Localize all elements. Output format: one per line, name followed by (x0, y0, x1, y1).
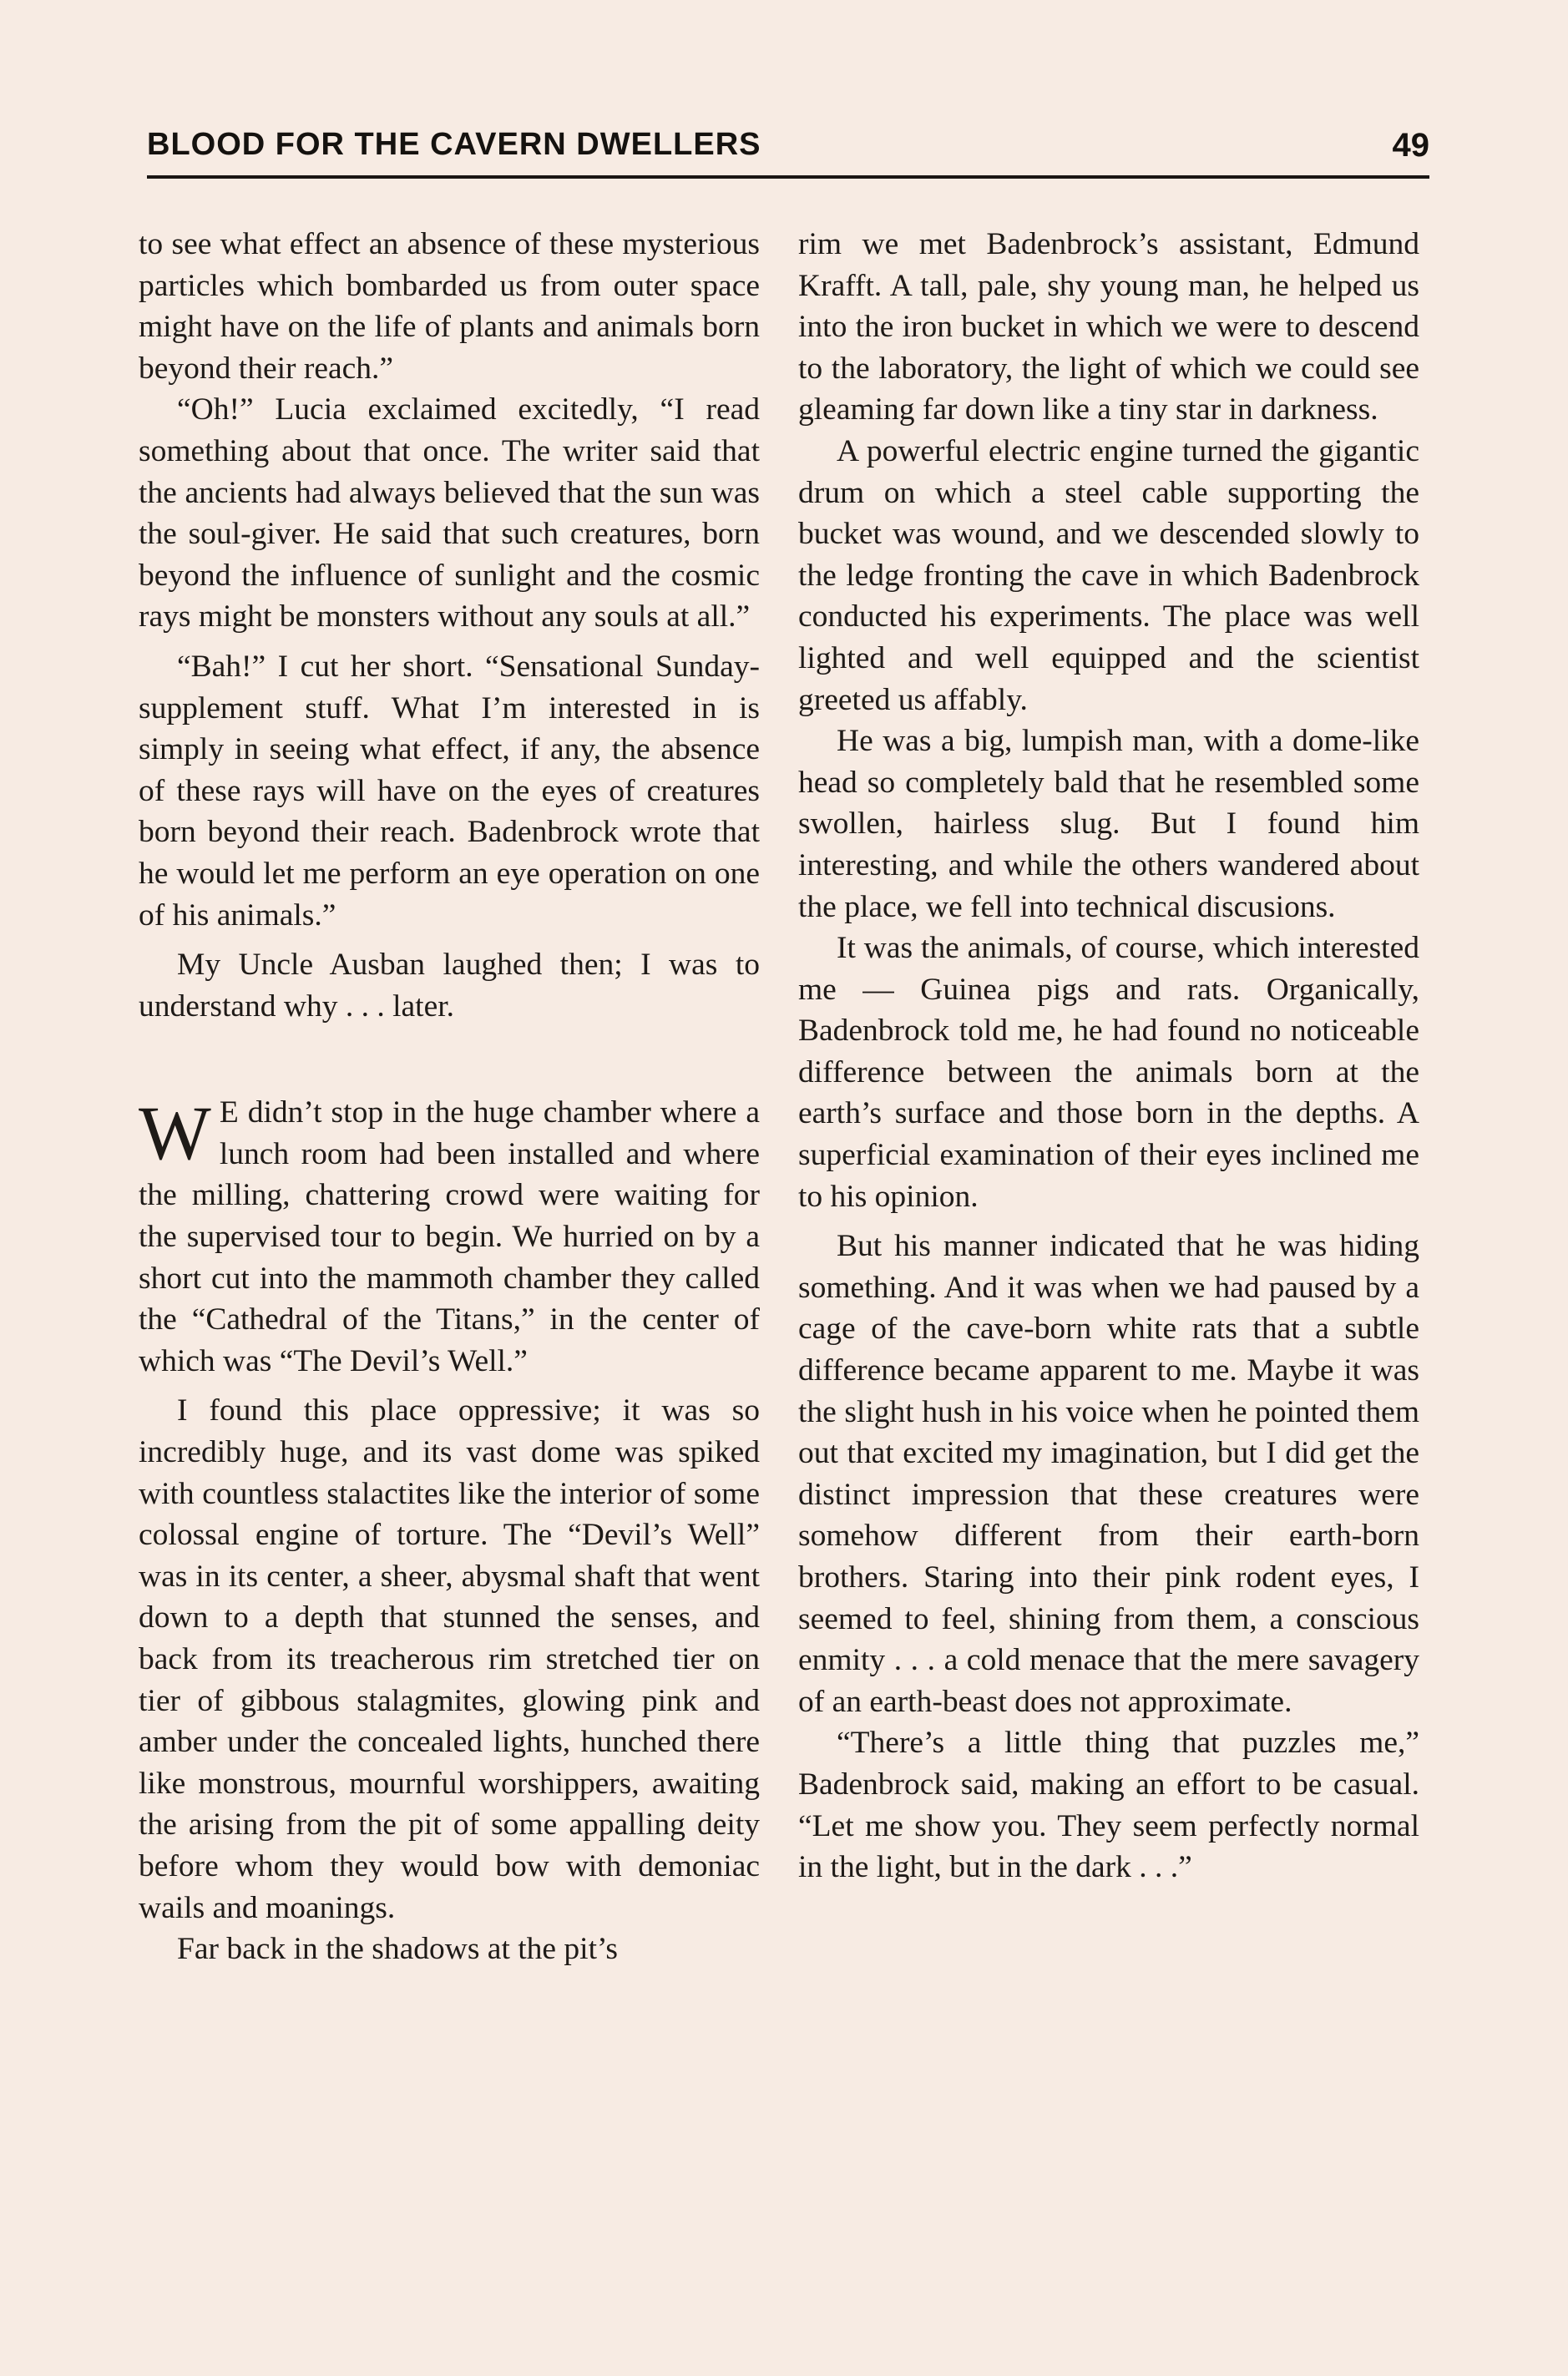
paragraph: My Uncle Ausban laughed then; I was to understand why . . . later. (139, 948, 760, 1024)
paragraph: Far back in the shadows at the pit’s (177, 1932, 619, 1967)
page-number: 49 (1392, 127, 1429, 164)
page-header (147, 127, 1429, 174)
paragraph: “There’s a little thing that puzzles me,” Badenbrock said, making an effort to be casual. “Let me show you. They seem perfectly normal in the light, but in the dark . . .” (798, 1726, 1419, 1885)
drop-cap: W (139, 1090, 211, 1176)
paragraph: He was a big, lumpish man, with a dome-like head so completely bald that he resembled some swollen, hairless slug. But I found him interesting, and while the others wandered about the place, we fell into technical discusions. (798, 724, 1419, 924)
paragraph: A powerful electric engine turned the gigantic drum on which a steel cable supporting the bucket was wound, and we descended slowly to the ledge fronting the cave in which Badenbrock conducted his experiments. The place was well lighted and well equipped and the scientist greeted us affably. (798, 433, 1419, 717)
paragraph: to see what effect an absence of these mysterious particles which bombarded us from outer space might have on the life of plants and animals born beyond their reach.” (139, 227, 760, 386)
section-opening-paragraph (139, 1092, 760, 1382)
section-break (139, 1027, 760, 1092)
paragraph: It was the animals, of course, which interested me — Guinea pigs and rats. Organically, Badenbrock told me, he had found no noticeable difference between the animals born at the earth’s surface and those born in the depths. A superficial examination of their eyes inclined me to his opinion. (798, 931, 1419, 1214)
paragraph: “Oh!” Lucia exclaimed excitedly, “I read something about that once. The writer said that the ancients had always believed that the sun was the soul-giver. He said that such creatures, born beyond the influence of sunlight and the cosmic rays might be monsters without any souls at all.” (139, 392, 760, 634)
paragraph: rim we met Badenbrock’s assistant, Edmund Krafft. A tall, pale, shy young man, he helped us into the iron bucket in which we were to descend to the laboratory, the light of which we could see gleaming far down like a tiny star in darkness. (798, 227, 1419, 427)
paragraph: I found this place oppressive; it was so incredibly huge, and its vast dome was spiked with countless stalactites like the interior of some colossal engine of torture. The “Devil’s Well” was in its center, a sheer, abysmal shaft that went down to a depth that stunned the senses, and back from its treacherous rim stretched tier on tier of gibbous stalagmites, glowing pink and amber under the concealed lights, hunched there like monstrous, mournful worshippers, awaiting the arising from the pit of some appalling deity before whom they would bow with demoniac wails and moanings. (139, 1393, 760, 1925)
paragraph-text: E didn’t stop in the huge chamber where a lunch room had been installed and where the milling, chattering crowd were waiting for the supervised tour to begin. We hurried on by a short cut into the mammoth chamber they called the “Cathedral of the Titans,” in the center of which was “The Devil’s Well.” (139, 1095, 760, 1378)
right-column (798, 224, 1419, 1888)
left-column (139, 224, 760, 1970)
paragraph: “Bah!” I cut her short. “Sensational Sunday-supplement stuff. What I’m interested in is simply in seeing what effect, if any, the absence of these rays will have on the eyes of creatures born beyond their reach. Badenbrock wrote that he would let me perform an eye operation on one of his animals.” (139, 649, 760, 933)
header-rule (147, 175, 1429, 179)
paragraph: But his manner indicated that he was hiding something. And it was when we had paused by a cage of the cave-born white rats that a subtle difference became apparent to me. Maybe it was the slight hush in his voice when he pointed them out that excited my imagination, but I did get the distinct impression that these creatures were somehow different from their earth-born brothers. Staring into their pink rodent eyes, I seemed to feel, shining from them, a conscious enmity . . . a cold menace that the mere savagery of an earth-beast does not approximate. (798, 1229, 1419, 1719)
running-head: BLOOD FOR THE CAVERN DWELLERS (147, 127, 761, 162)
